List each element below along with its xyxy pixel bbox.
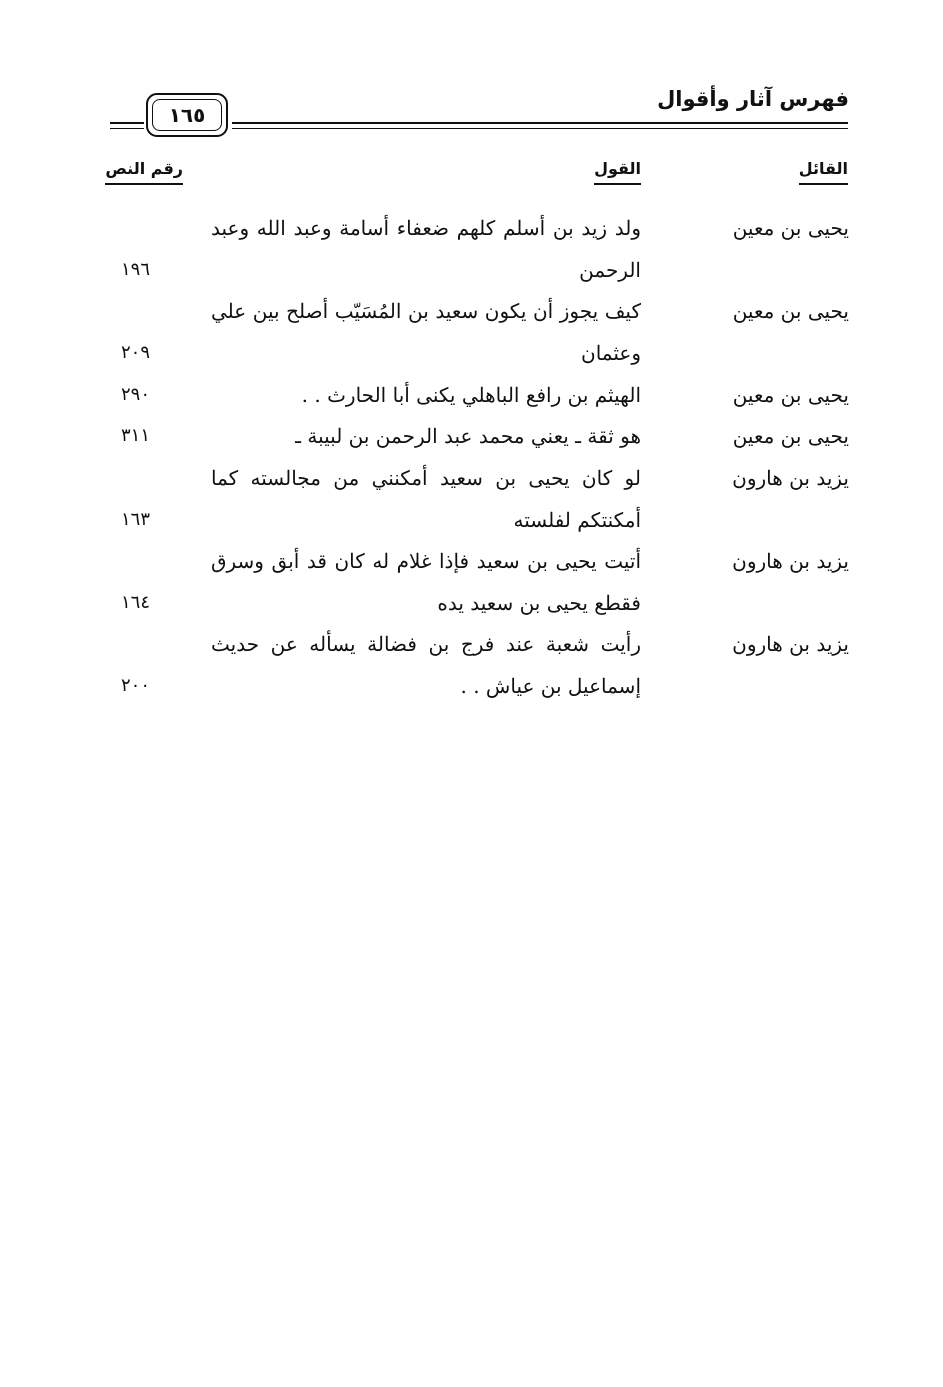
entry-quote: أتيت يحيى بن سعيد فإذا غلام له كان قد أبق وسرق فقطع يحيى بن سعيد يده xyxy=(211,549,641,615)
entry-number: ٣١١ xyxy=(120,425,150,446)
entry-quote: هو ثقة ـ يعني محمد عبد الرحمن بن لبيبة ـ xyxy=(295,424,641,448)
entry-speaker: يحيى بن معين xyxy=(732,216,849,240)
column-heading-quote: القول xyxy=(594,156,641,185)
entry-speaker: يزيد بن هارون xyxy=(732,632,849,656)
page-number: ١٦٥ xyxy=(152,99,222,131)
column-heading-speaker: القائل xyxy=(799,156,848,185)
entry-speaker: يحيى بن معين xyxy=(732,424,849,448)
entry-quote: رأيت شعبة عند فرج بن فضالة يسأله عن حديث إسماعيل بن عياش . . xyxy=(211,632,641,698)
entry-quote: ولد زيد بن أسلم كلهم ضعفاء أسامة وعبد الله وعبد الرحمن xyxy=(211,216,641,282)
entry-number: ١٦٤ xyxy=(120,592,150,613)
entry-speaker: يزيد بن هارون xyxy=(732,549,849,573)
entry-number: ٢٩٠ xyxy=(120,384,150,405)
entry-number: ٢٠٠ xyxy=(120,675,150,696)
entry-speaker: يحيى بن معين xyxy=(732,299,849,323)
entry-quote: الهيثم بن رافع الباهلي يكنى أبا الحارث . . xyxy=(301,383,641,407)
column-heading-number: رقم النص xyxy=(105,156,183,185)
running-title: فهرس آثار وأقوال xyxy=(657,87,849,111)
entry-number: ١٦٣ xyxy=(120,509,150,530)
entry-number: ١٩٦ xyxy=(120,259,150,280)
entry-quote: كيف يجوز أن يكون سعيد بن المُسَيّب أصلح بين علي وعثمان xyxy=(211,299,641,365)
entry-quote: لو كان يحيى بن سعيد أمكنني من مجالسته كما أمكنتكم لفلسته xyxy=(211,466,641,532)
entry-number: ٢٠٩ xyxy=(120,342,150,363)
entry-speaker: يزيد بن هارون xyxy=(732,466,849,490)
entry-speaker: يحيى بن معين xyxy=(732,383,849,407)
